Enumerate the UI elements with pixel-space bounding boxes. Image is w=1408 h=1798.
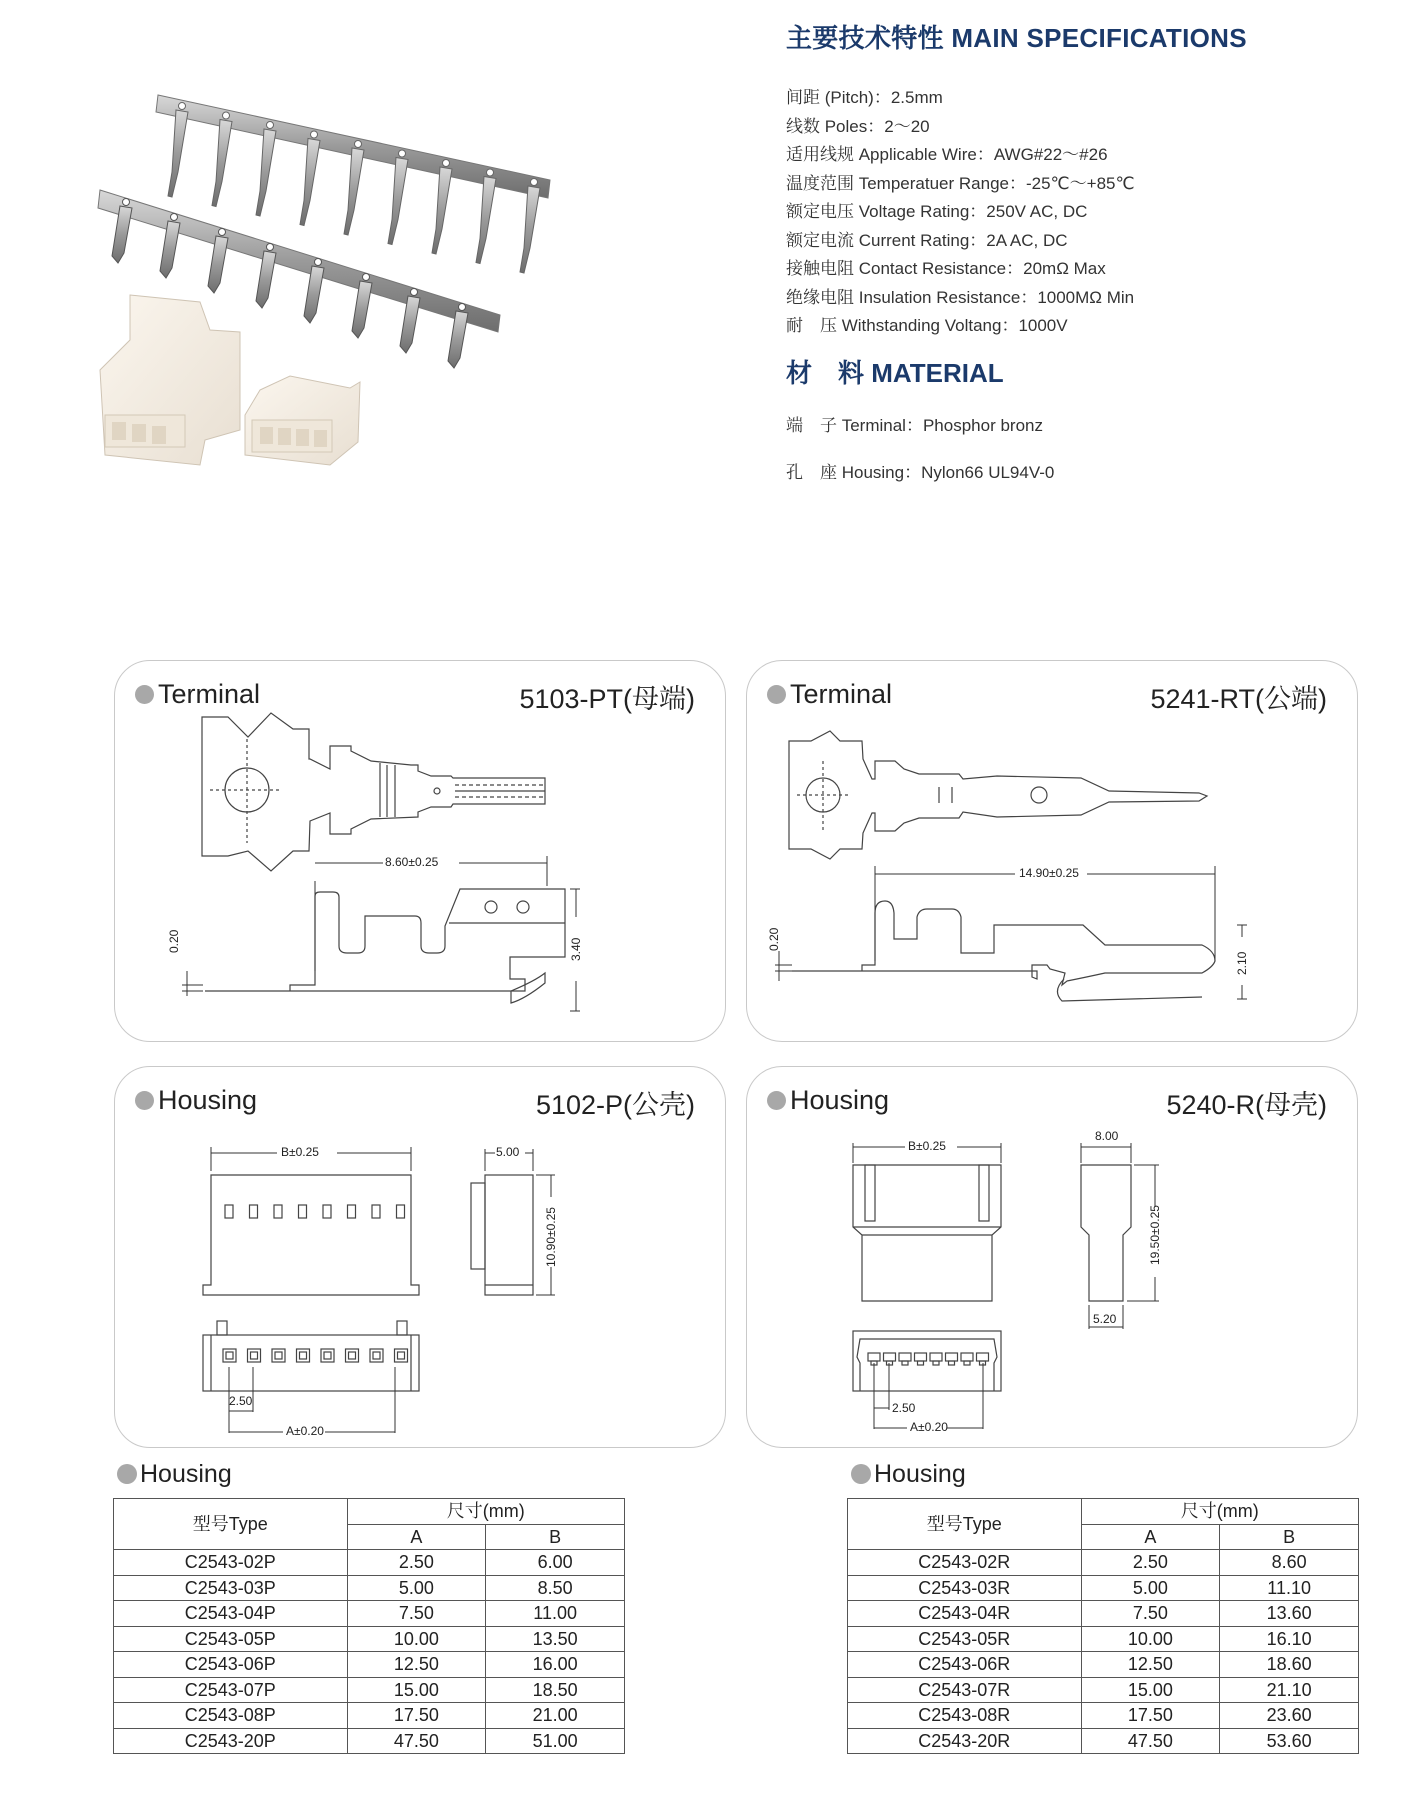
material-heading: 材 料 MATERIAL xyxy=(786,357,1004,388)
male-pin xyxy=(476,177,496,264)
pin-cavity xyxy=(395,1349,408,1362)
a-cell: 17.50 xyxy=(1081,1703,1220,1729)
b-cell: 18.50 xyxy=(486,1677,625,1703)
dim-b: B±0.25 xyxy=(908,1139,946,1153)
cavity-slot xyxy=(372,1205,380,1218)
a-cell: 7.50 xyxy=(347,1601,486,1627)
b-cell: 21.00 xyxy=(486,1703,625,1729)
pin-cavity xyxy=(272,1349,285,1362)
table-label: Housing xyxy=(874,1459,966,1488)
pin-cavity xyxy=(297,1349,310,1362)
type-cell: C2543-03P xyxy=(114,1575,348,1601)
b-cell: 11.10 xyxy=(1220,1575,1359,1601)
type-cell: C2543-20P xyxy=(114,1728,348,1754)
pin-cavity-inner xyxy=(226,1352,233,1359)
male-pin xyxy=(256,129,276,216)
pin-cavity xyxy=(346,1349,359,1362)
dim-a: A±0.20 xyxy=(286,1424,324,1438)
pin-cavity-tab xyxy=(918,1361,924,1365)
carrier-hole xyxy=(355,141,362,148)
panel-title: Terminal xyxy=(790,679,893,709)
spec-withstanding-voltage: 耐 压 Withstanding Voltang：1000V xyxy=(786,316,1068,335)
specifications-section xyxy=(786,18,1386,483)
cavity-slot xyxy=(274,1205,282,1218)
cavity-slot xyxy=(225,1205,233,1218)
table-row xyxy=(848,1626,1359,1652)
carrier-hole xyxy=(219,229,226,236)
dim-thickness: 0.20 xyxy=(767,927,781,951)
male-pin xyxy=(432,167,452,254)
carrier-hole xyxy=(531,179,538,186)
type-cell: C2543-20R xyxy=(848,1728,1082,1754)
spec-insulation-resistance: 绝缘电阻 Insulation Resistance：1000MΩ Min xyxy=(786,287,1135,307)
female-pin xyxy=(304,266,324,323)
female-pin xyxy=(448,311,468,368)
dim-a: A±0.20 xyxy=(910,1420,948,1434)
male-pin xyxy=(388,158,408,245)
pin-cavity xyxy=(930,1353,942,1361)
female-pin xyxy=(352,281,372,338)
pin-cavity xyxy=(961,1353,973,1361)
b-cell: 16.00 xyxy=(486,1652,625,1678)
pin-cavity-inner xyxy=(275,1352,282,1359)
pin-cavity-tab xyxy=(933,1361,939,1365)
dim-thickness: 0.20 xyxy=(167,929,181,953)
bullet-icon xyxy=(117,1464,137,1484)
type-cell: C2543-08P xyxy=(114,1703,348,1729)
b-cell: 23.60 xyxy=(1220,1703,1359,1729)
type-cell: C2543-05P xyxy=(114,1626,348,1652)
b-cell: 51.00 xyxy=(486,1728,625,1754)
table-row xyxy=(114,1550,625,1576)
dim-bottom-width: 5.20 xyxy=(1093,1312,1117,1326)
dim-pitch: 2.50 xyxy=(892,1401,916,1415)
carrier-hole xyxy=(443,160,450,167)
dimensions-table xyxy=(847,1498,1359,1754)
header-size: 尺寸(mm) xyxy=(1081,1499,1358,1525)
b-cell: 8.60 xyxy=(1220,1550,1359,1576)
pin-cavity-inner xyxy=(398,1352,405,1359)
type-cell: C2543-07P xyxy=(114,1677,348,1703)
pin-cavity-inner xyxy=(373,1352,380,1359)
cavity-slot xyxy=(348,1205,356,1218)
b-cell: 53.60 xyxy=(1220,1728,1359,1754)
type-cell: C2543-03R xyxy=(848,1575,1082,1601)
dim-width: 5.00 xyxy=(496,1145,520,1159)
cavity-slot xyxy=(323,1205,331,1218)
b-cell: 13.60 xyxy=(1220,1601,1359,1627)
specs-heading: 主要技术特性 MAIN SPECIFICATIONS xyxy=(786,23,1247,53)
pin-cavity xyxy=(977,1353,989,1361)
type-cell: C2543-08R xyxy=(848,1703,1082,1729)
header-a: A xyxy=(1081,1524,1220,1550)
type-cell: C2543-06P xyxy=(114,1652,348,1678)
header-a: A xyxy=(347,1524,486,1550)
table-row xyxy=(848,1677,1359,1703)
spec-temperature: 温度范围 Temperatuer Range：-25℃～+85℃ xyxy=(786,173,1135,193)
pin-cavity-tab xyxy=(964,1361,970,1365)
dim-pitch: 2.50 xyxy=(229,1394,253,1408)
dim-height: 19.50±0.25 xyxy=(1148,1205,1162,1265)
dimensions-table xyxy=(113,1498,625,1754)
table-row xyxy=(848,1703,1359,1729)
pin-cavity xyxy=(884,1353,896,1361)
carrier-hole xyxy=(399,150,406,157)
dim-length: 8.60±0.25 xyxy=(385,855,439,869)
carrier-hole xyxy=(267,122,274,129)
table-row xyxy=(114,1652,625,1678)
table-row xyxy=(848,1550,1359,1576)
bullet-icon xyxy=(851,1464,871,1484)
male-pin xyxy=(168,110,188,197)
carrier-hole xyxy=(363,274,370,281)
pin-cavity xyxy=(899,1353,911,1361)
product-photo xyxy=(40,70,620,530)
dim-height: 10.90±0.25 xyxy=(544,1207,558,1267)
a-cell: 15.00 xyxy=(347,1677,486,1703)
female-pin xyxy=(256,251,276,308)
terminal-drawing xyxy=(747,661,1359,1043)
header-b: B xyxy=(486,1524,625,1550)
a-cell: 5.00 xyxy=(347,1575,486,1601)
type-cell: C2543-05R xyxy=(848,1626,1082,1652)
pin-cavity xyxy=(868,1353,880,1361)
dim-height: 3.40 xyxy=(569,937,583,961)
pin-cavity-tab xyxy=(902,1361,908,1365)
a-cell: 47.50 xyxy=(1081,1728,1220,1754)
panel-title: Housing xyxy=(158,1085,258,1115)
female-pin xyxy=(400,296,420,353)
carrier-hole xyxy=(179,103,186,110)
carrier-hole xyxy=(267,244,274,251)
a-cell: 12.50 xyxy=(1081,1652,1220,1678)
table-row xyxy=(114,1626,625,1652)
pin-cavity xyxy=(370,1349,383,1362)
spec-current: 额定电流 Current Rating：2A AC, DC xyxy=(786,230,1068,250)
table-label: Housing xyxy=(140,1459,232,1488)
cavity-slot xyxy=(397,1205,405,1218)
spec-pitch: 间距 (Pitch)：2.5mm xyxy=(786,88,943,107)
panel-code: 5241-RT(公端) xyxy=(1150,684,1327,714)
table-row xyxy=(114,1677,625,1703)
carrier-hole xyxy=(411,289,418,296)
b-cell: 21.10 xyxy=(1220,1677,1359,1703)
a-cell: 12.50 xyxy=(347,1652,486,1678)
panel-code: 5102-P(公壳) xyxy=(535,1090,695,1120)
type-cell: C2543-06R xyxy=(848,1652,1082,1678)
a-cell: 15.00 xyxy=(1081,1677,1220,1703)
table-row xyxy=(114,1601,625,1627)
header-type: 型号Type xyxy=(114,1499,348,1550)
a-cell: 5.00 xyxy=(1081,1575,1220,1601)
pin-cavity-inner xyxy=(251,1352,258,1359)
header-b: B xyxy=(1220,1524,1359,1550)
pin-cavity xyxy=(248,1349,261,1362)
pin-cavity-inner xyxy=(349,1352,356,1359)
panel-code: 5103-PT(母端) xyxy=(519,684,695,714)
panel-title: Housing xyxy=(790,1085,890,1115)
dim-height: 2.10 xyxy=(1235,951,1249,975)
panel-terminal-5241-rt xyxy=(746,660,1358,1042)
panel-terminal-5103-pt xyxy=(114,660,726,1042)
female-pin xyxy=(112,206,132,263)
spec-wire: 适用线规 Applicable Wire：AWG#22～#26 xyxy=(786,145,1108,164)
female-pin xyxy=(160,221,180,278)
panel-housing-5102-p xyxy=(114,1066,726,1448)
cavity-slot xyxy=(250,1205,258,1218)
header-size: 尺寸(mm) xyxy=(347,1499,624,1525)
carrier-hole xyxy=(487,169,494,176)
pin-cavity xyxy=(321,1349,334,1362)
material-housing: 孔 座 Housing：Nylon66 UL94V-0 xyxy=(786,462,1055,482)
type-cell: C2543-04P xyxy=(114,1601,348,1627)
material-terminal: 端 子 Terminal：Phosphor bronz xyxy=(786,415,1043,435)
carrier-hole xyxy=(311,131,318,138)
housing-table-plug xyxy=(113,1458,633,1754)
male-pin xyxy=(344,148,364,235)
housing-drawing xyxy=(747,1067,1359,1449)
panel-title: Terminal xyxy=(158,679,261,709)
dim-length: 14.90±0.25 xyxy=(1019,866,1079,880)
type-cell: C2543-04R xyxy=(848,1601,1082,1627)
dim-b: B±0.25 xyxy=(281,1145,319,1159)
housing-drawing xyxy=(115,1067,727,1449)
panel-housing-5240-r xyxy=(746,1066,1358,1448)
b-cell: 11.00 xyxy=(486,1601,625,1627)
a-cell: 17.50 xyxy=(347,1703,486,1729)
pin-cavity xyxy=(915,1353,927,1361)
pin-cavity xyxy=(223,1349,236,1362)
a-cell: 7.50 xyxy=(1081,1601,1220,1627)
type-cell: C2543-07R xyxy=(848,1677,1082,1703)
terminal-drawing xyxy=(115,661,727,1043)
b-cell: 6.00 xyxy=(486,1550,625,1576)
type-cell: C2543-02R xyxy=(848,1550,1082,1576)
carrier-hole xyxy=(315,259,322,266)
pin-cavity-inner xyxy=(300,1352,307,1359)
type-cell: C2543-02P xyxy=(114,1550,348,1576)
table-row xyxy=(114,1728,625,1754)
a-cell: 47.50 xyxy=(347,1728,486,1754)
table-row xyxy=(848,1601,1359,1627)
male-pin xyxy=(212,120,232,207)
housing-table-receptacle xyxy=(847,1458,1367,1754)
b-cell: 18.60 xyxy=(1220,1652,1359,1678)
dim-width: 8.00 xyxy=(1095,1129,1119,1143)
spec-contact-resistance: 接触电阻 Contact Resistance：20mΩ Max xyxy=(786,259,1106,278)
a-cell: 10.00 xyxy=(1081,1626,1220,1652)
b-cell: 8.50 xyxy=(486,1575,625,1601)
cavity-slot xyxy=(299,1205,307,1218)
female-pin xyxy=(208,236,228,293)
receptacle-housing xyxy=(245,376,360,465)
b-cell: 13.50 xyxy=(486,1626,625,1652)
header-type: 型号Type xyxy=(848,1499,1082,1550)
table-row xyxy=(848,1728,1359,1754)
panel-code: 5240-R(母壳) xyxy=(1166,1090,1327,1120)
table-row xyxy=(114,1703,625,1729)
carrier-hole xyxy=(223,112,230,119)
plug-housing xyxy=(100,295,240,465)
specs-list xyxy=(786,84,1386,341)
a-cell: 10.00 xyxy=(347,1626,486,1652)
spec-poles: 线数 Poles：2～20 xyxy=(786,116,930,136)
pin-cavity-tab xyxy=(949,1361,955,1365)
a-cell: 2.50 xyxy=(347,1550,486,1576)
table-row xyxy=(848,1652,1359,1678)
carrier-hole xyxy=(459,304,466,311)
spec-voltage: 额定电压 Voltage Rating：250V AC, DC xyxy=(786,202,1088,221)
b-cell: 16.10 xyxy=(1220,1626,1359,1652)
a-cell: 2.50 xyxy=(1081,1550,1220,1576)
pin-cavity xyxy=(946,1353,958,1361)
carrier-hole xyxy=(171,214,178,221)
male-pin xyxy=(520,186,540,273)
carrier-hole xyxy=(123,199,130,206)
table-row xyxy=(114,1575,625,1601)
male-pin xyxy=(300,139,320,226)
table-row xyxy=(848,1575,1359,1601)
pin-cavity-inner xyxy=(324,1352,331,1359)
